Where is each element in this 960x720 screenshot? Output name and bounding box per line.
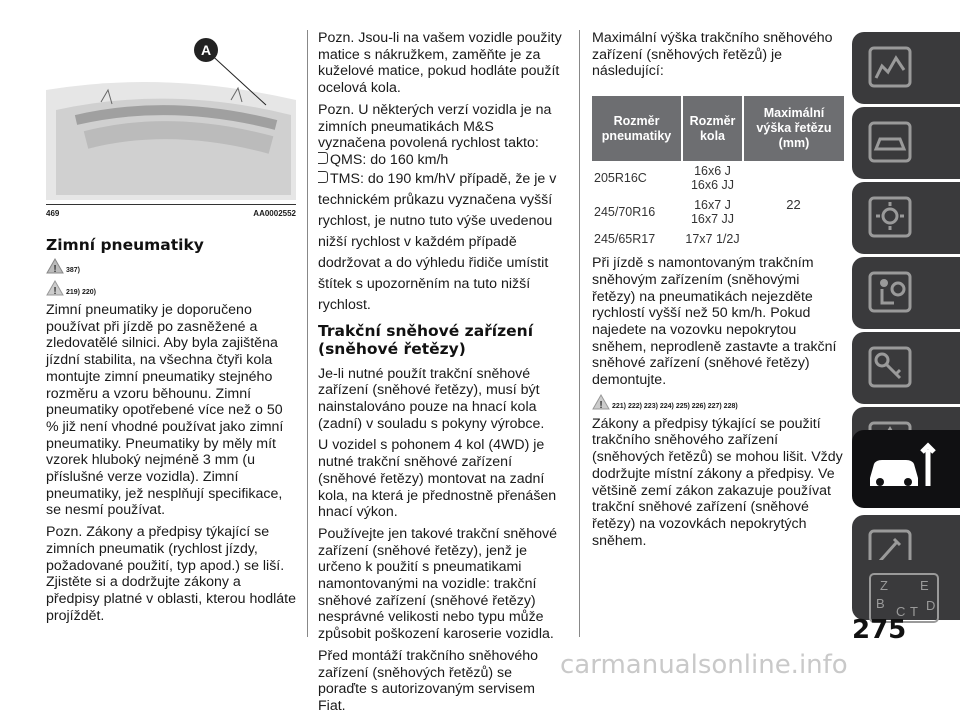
sidebar-tab-dashboard[interactable] [852, 32, 960, 104]
paragraph: Zákony a předpisy týkající se použití trakčního sněhového zařízení (sněhových řetězů) se mohou lišit. Vždy dodržujte místní zákony a předpisy. Ve většině zemí zákon zakazuje používat trakční sněhové zařízení (sněhové řetězy) na vozovkách nepokrytých sněhem. [592, 415, 843, 549]
sidebar-tab-airbag[interactable] [852, 257, 960, 329]
chain-size-table [592, 96, 844, 249]
dashboard-icon [866, 42, 914, 92]
index-letter: E [920, 578, 929, 593]
svg-text:!: ! [53, 264, 57, 274]
warning-triangle-icon [592, 394, 610, 410]
paragraph: Maximální výška trakčního sněhového zařízení (sněhových řetězů) je následující: [592, 30, 833, 80]
paragraph: Používejte jen takové trakční sněhové zařízení (sněhové řetězy), jenž je určeno k použití s pneumatikami namontovanými na vozidle: trakční sněhové zařízení (sněhové řetězy) nesprávné velikosti nebo typu může způsobit poškození karoserie vozidla. [318, 525, 557, 643]
column-middle [318, 30, 562, 720]
sidebar-tab-car-info[interactable] [852, 107, 960, 179]
table-cell: 245/65R17 [594, 232, 656, 247]
column-left [46, 30, 296, 629]
table-header: Rozměr pneumatiky [592, 96, 682, 161]
figure-number: 469 [46, 209, 60, 218]
key-start-icon [866, 342, 914, 392]
paragraph: U vozidel s pohonem 4 kol (4WD) je nutné trakční sněhové zařízení (sněhové řetězy) montovat na zadní kola, na která je přednostně přenášen hnací výkon. [318, 437, 557, 521]
index-letter: D [926, 598, 936, 613]
sidebar-tab-index[interactable] [852, 560, 960, 620]
tire-illustration [46, 30, 296, 200]
section-title-winter-tires: Zimní pneumatiky [46, 236, 204, 254]
index-letter: Z [880, 578, 888, 593]
lights-icon [866, 192, 914, 242]
airbag-icon [866, 267, 914, 317]
figure-rule [46, 204, 296, 206]
index-letter: C [896, 604, 906, 619]
paragraph: Je-li nutné použít trakční sněhové zařízení (sněhové řetězy), musí být nainstalováno pouze na hnací kola (zadní) v souladu s pokyny výrobce. [318, 365, 545, 432]
callout-a-label: A [200, 42, 212, 58]
table-cell-max-height: 22 [786, 197, 801, 213]
paragraph: Zimní pneumatiky je doporučeno používat při jízdě po zasněžené a zledovatělé silnici. Aby byla zajištěna jízdní stabilita, na všechna čtyři kola montujte zimní pneumatiky stejného rozměru a vzoru běhounu. Zimní pneumatiky opotřebené více než o 50 % již není vhodné používat jako zimní pneumatiky. Pneumatiky by měly mít vzorek hluboký nejméně 3 mm (u příslušné verze vozidla). Zimní pneumatiky, jež nesplňují specifikace, se nesmí používat. [46, 302, 284, 519]
column-right [592, 30, 844, 554]
car-service-icon [866, 440, 946, 496]
figure-caption [46, 209, 296, 218]
bullet-qms: QMS: do 160 km/h [318, 152, 562, 169]
table-cell: 17x7 1/2J [685, 232, 740, 247]
paragraph: Pozn. U některých verzí vozidla je na zimních pneumatikách M&S vyznačena povolená rychlost takto: [318, 101, 552, 152]
warning-ref-a: ! 387) [46, 258, 296, 274]
paragraph: Při jízdě s namontovaným trakčním sněhovým zařízením (sněhovými řetězy) na pneumatikách nejezděte rychlostí vyšší než 50 km/h. Pokud najedete na vozovku nepokrytou sněhem, neprodleně zastavte a trakční sněhové zařízení (sněhové řetězy) demontujte. [592, 255, 837, 389]
tire-figure [46, 30, 296, 200]
table-cell: 16x7 J 16x7 JJ [690, 198, 735, 227]
table-cell: 245/70R16 [594, 205, 656, 220]
watermark: carmanualsonline.info [560, 650, 848, 680]
bullet-icon [318, 152, 328, 164]
table-header: Maximální výška řetězu (mm) [743, 96, 844, 161]
paragraph: Pozn. Zákony a předpisy týkající se zimních pneumatik (rychlost jízdy, požadované použití, typ apod.) se liší. Zjistěte si a dodržujte zákony a předpisy platné v oblasti, kterou hodláte projíždět. [46, 524, 297, 624]
info-warning-icon [46, 280, 64, 296]
section-title-snow-chains: Trakční sněhové zařízení (sněhové řetězy) [318, 321, 534, 358]
table-cell: 205R16C [594, 171, 647, 186]
paragraph: Před montáží trakčního sněhového zařízení (sněhových řetězů) se poraďte s autorizovaným servisem Fiat. [318, 647, 539, 714]
table-row [592, 161, 844, 195]
column-divider [579, 30, 580, 637]
warning-triangle-icon [46, 258, 64, 274]
warning-ref-c: ! 221) 222) 223) 224) 225) 226) 227) 228) [592, 394, 844, 410]
sidebar-tab-lights[interactable] [852, 182, 960, 254]
warning-ref-b: ! 219) 220) [46, 280, 296, 296]
column-divider [307, 30, 308, 637]
index-letter: T [910, 604, 918, 619]
sidebar-tab-car-service[interactable] [852, 430, 960, 508]
sidebar-tab-key-start[interactable] [852, 332, 960, 404]
svg-text:!: ! [53, 286, 57, 296]
table-cell: 16x6 J 16x6 JJ [690, 164, 735, 193]
figure-code: AA0002552 [253, 209, 296, 218]
bullet-tms: TMS: do 190 km/hV případě, že je v technickém průkazu vyznačena vyšší rychlost, je nutno tuto výše uvedenou nižší rychlost v každém případě dodržovat a do výhledu řidiče umístit štítek s upozorněním na tuto nižší rychlost. [318, 170, 557, 313]
index-letter: B [876, 596, 885, 611]
paragraph: Pozn. Jsou-li na vašem vozidle použity matice s nákružkem, zaměňte je za kuželové matice, pokud hodláte použít ocelová kola. [318, 30, 562, 97]
bullet-icon [318, 171, 328, 183]
car-info-icon [866, 117, 914, 167]
table-header: Rozměr kola [682, 96, 743, 161]
page-number: 275 [852, 615, 907, 645]
svg-text:!: ! [599, 399, 603, 410]
